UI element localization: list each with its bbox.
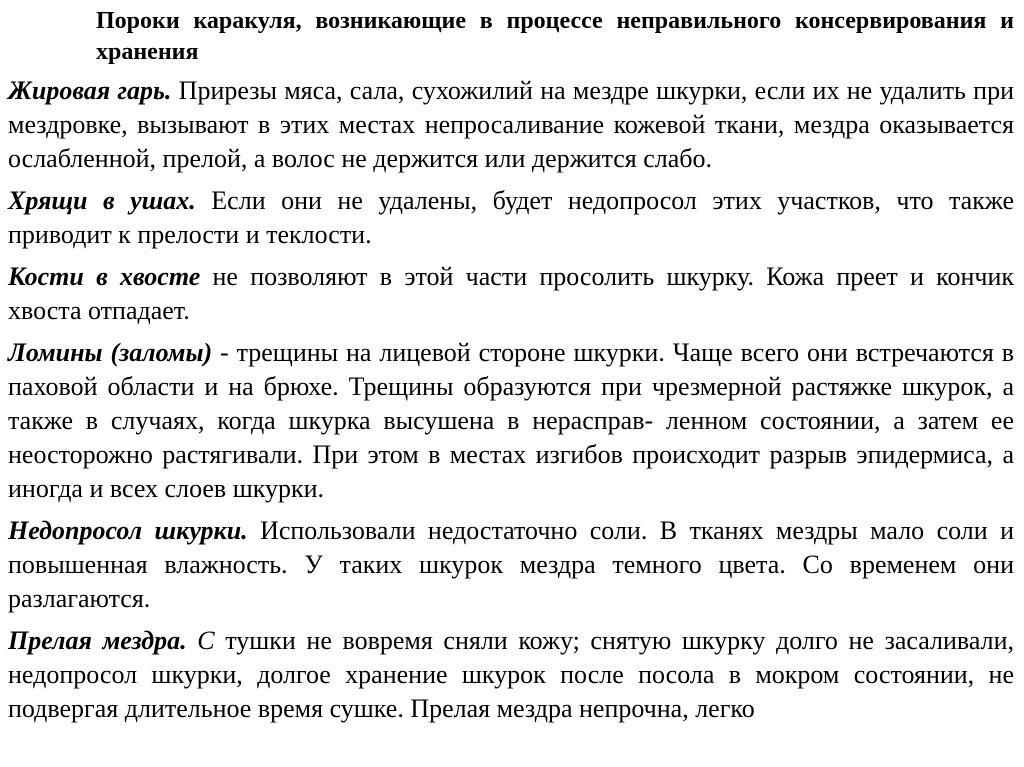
- term-fat-burn: Жировая гарь.: [8, 76, 172, 105]
- paragraph-fat-burn: [8, 74, 1014, 176]
- paragraph-text: Использовали недостаточно соли. В тканях мездры мало соли и повышенная влажность. У таких шкурок мездра темного цвета. Со временем они разлагаются.: [8, 516, 1015, 613]
- paragraph-text: - трещины на лицевой стороне шкурки. Чаще всего они встречаются в паховой области и на брюхе. Трещины образуются при чрезмерной растяжке шкурок, а также в случаях, когда шкурка высушена в нерасправ- ленном состоянии, а затем ее неосторожно растягивали. При этом в местах изгибов происходит разрыв эпидермиса, а иногда и всех слоев шкурки.: [8, 338, 1014, 503]
- term-undersalting: Недопросол шкурки.: [8, 516, 248, 545]
- paragraph-rotten-flesh: [8, 624, 1014, 726]
- paragraph-text: не позволяют в этой части просолить шкурку. Кожа преет и кончик хвоста отпадает.: [8, 262, 1014, 325]
- paragraph-text: тушки не вовремя сняли кожу; снятую шкурку долго не засаливали, недопросол шкурки, долгое хранение шкурок после посола в мокром состоянии, не подвергая длительное время сушке. Прелая мездра непрочна, легко: [8, 626, 1014, 723]
- paragraph-text: Если они не удалены, будет недопросол этих участков, что также приводит к прелости и теклости.: [8, 186, 1014, 249]
- paragraph-tail-bones: [8, 260, 1014, 328]
- paragraph-italic-letter: С: [186, 626, 215, 655]
- paragraph-undersalting: [8, 514, 1014, 616]
- paragraph-ear-cartilage: [8, 184, 1014, 252]
- paragraph-creases: [8, 336, 1014, 506]
- paragraph-text: Прирезы мяса, сала, сухожилий на мездре шкурки, если их не удалить при мездровке, вызывают в этих местах непросаливание кожевой ткани, мездра оказывается ослабленной, прелой, а волос не держится или держится слабо.: [8, 76, 1015, 173]
- term-rotten-flesh: Прелая мездра.: [8, 626, 187, 655]
- term-tail-bones: Кости в хвосте: [8, 262, 201, 291]
- term-creases: Ломины (заломы): [8, 338, 213, 367]
- document-title: Пороки каракуля, возникающие в процессе неправильного консервирования и хранения: [96, 8, 1014, 65]
- term-ear-cartilage: Хрящи в ушах.: [8, 186, 196, 215]
